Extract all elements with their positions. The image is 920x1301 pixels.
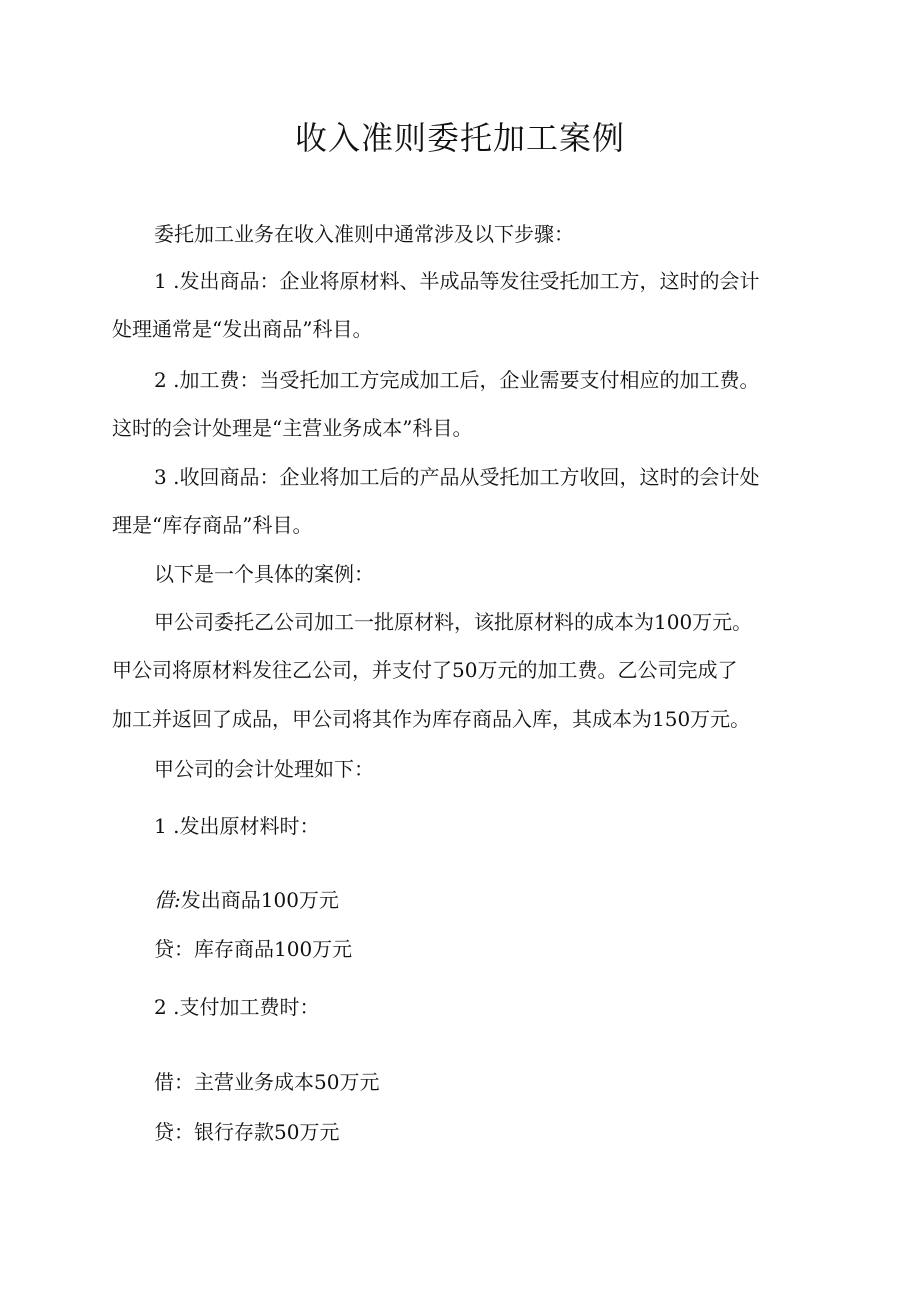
document-title: 收入准则委托加工案例: [294, 119, 625, 157]
entry-2-debit-label: 借：: [154, 1070, 194, 1094]
entry-1-heading: 1 .发出原材料时：: [154, 814, 320, 838]
entry-2-debit: [154, 1067, 379, 1097]
step-1-line-1: 1 .发出商品：企业将原材料、半成品等发往受托加工方，这时的会计: [154, 269, 760, 293]
case-intro: 以下是一个具体的案例：: [154, 562, 374, 586]
step-2-line-2: 这时的会计处理是“主营业务成本”科目。: [112, 416, 473, 440]
entry-2-heading: 2 .支付加工费时：: [154, 995, 320, 1019]
case-text-line-1: 甲公司委托乙公司加工一批原材料，该批原材料的成本为100万元。: [154, 610, 753, 634]
entry-1-credit: 贷：库存商品100万元: [154, 937, 353, 961]
entry-2-credit: 贷：银行存款50万元: [154, 1120, 340, 1144]
case-text-line-2: 甲公司将原材料发往乙公司，并支付了50万元的加工费。乙公司完成了: [112, 658, 738, 682]
intro-paragraph: 委托加工业务在收入准则中通常涉及以下步骤：: [154, 222, 574, 246]
entry-1-debit-text: 发出商品100万元: [180, 888, 339, 912]
case-text-line-3: 加工并返回了成品，甲公司将其作为库存商品入库，其成本为150万元。: [112, 707, 751, 731]
step-3-line-2: 理是“库存商品”科目。: [112, 513, 313, 537]
entry-2-debit-text: 主营业务成本50万元: [194, 1070, 380, 1094]
step-3-line-1: 3 .收回商品：企业将加工后的产品从受托加工方收回，这时的会计处: [154, 465, 760, 489]
step-1-line-2: 处理通常是“发出商品”科目。: [112, 317, 373, 341]
step-2-line-1: 2 .加工费：当受托加工方完成加工后，企业需要支付相应的加工费。: [154, 368, 760, 392]
entry-1-debit-label: 借:: [154, 888, 181, 912]
entry-1-debit: [154, 885, 339, 915]
accounting-intro: 甲公司的会计处理如下：: [154, 757, 374, 781]
